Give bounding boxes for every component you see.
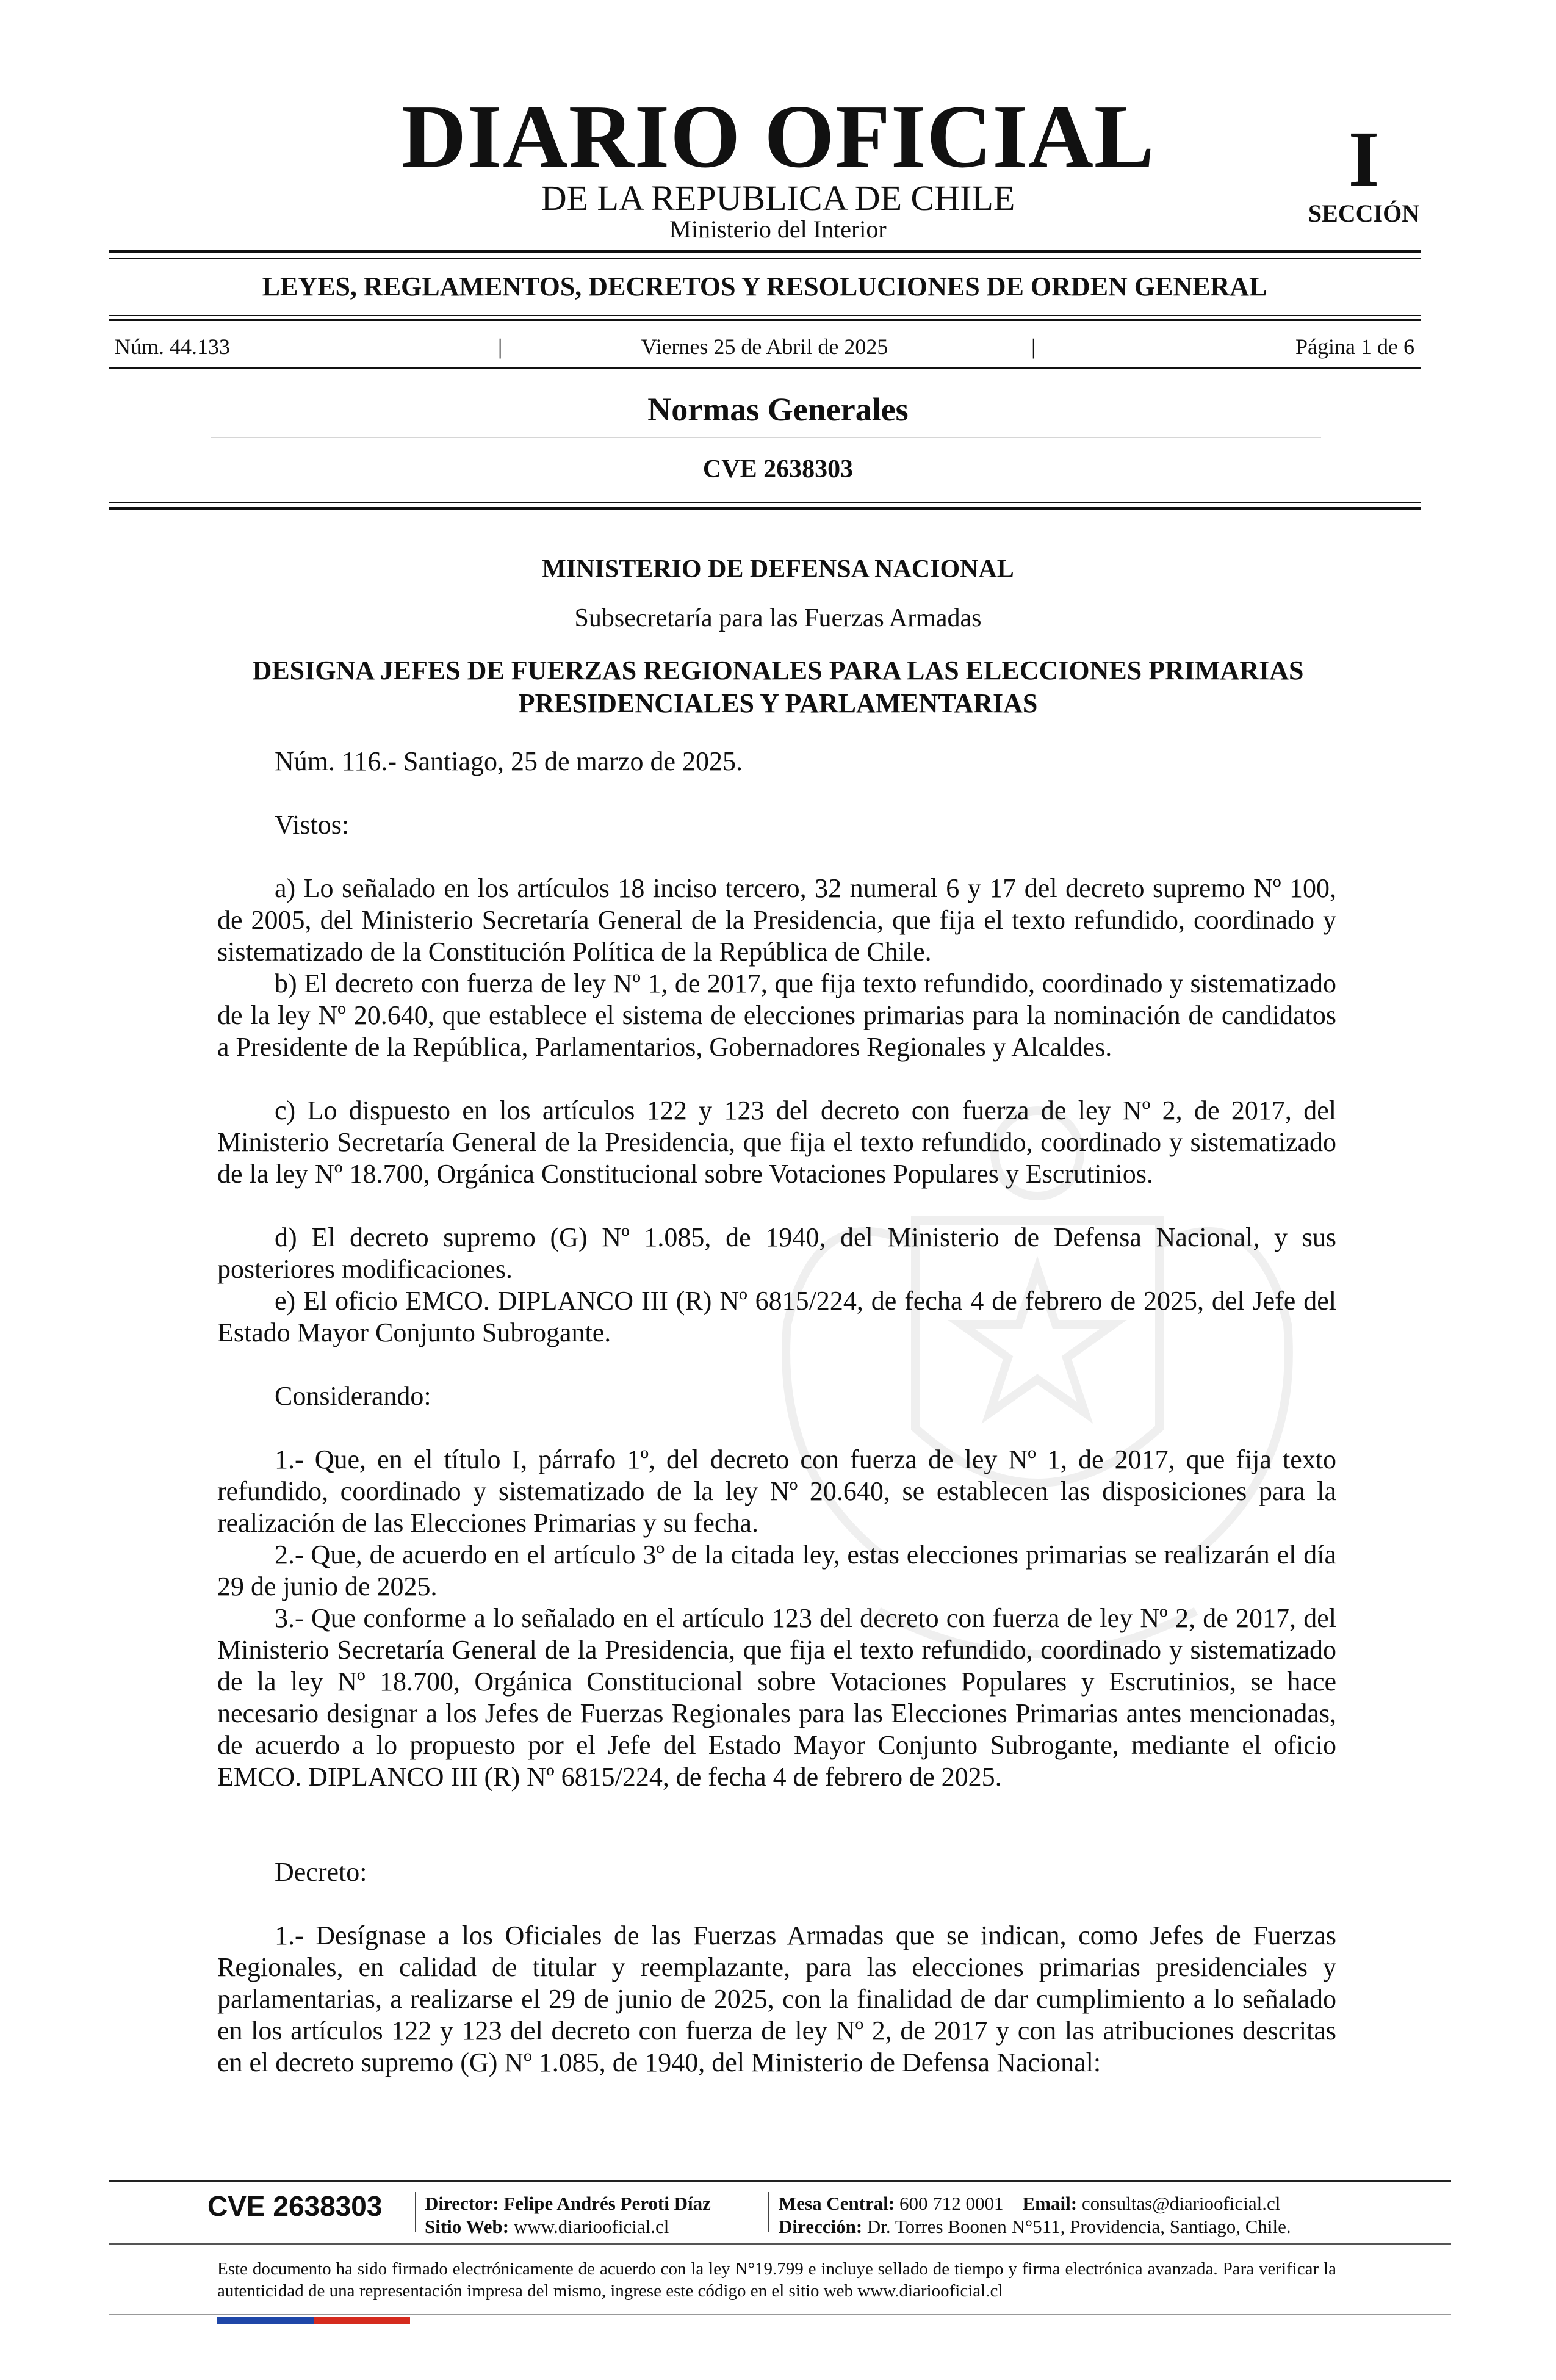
decreto-label: Decreto: xyxy=(275,1857,367,1887)
decree-number-line: Núm. 116.- Santiago, 25 de marzo de 2025. xyxy=(275,746,743,776)
vistos-item: a) Lo señalado en los artículos 18 inciso tercero, 32 numeral 6 y 17 del decreto supremo Nº 100, de 2005, del Ministerio Secretaría General de la Presidencia, que fija el texto refundido, coordinado y sistematizado de la Constitución Política de la República de Chile. xyxy=(217,873,1336,967)
band-rule-thick xyxy=(109,319,1421,321)
website-label: Sitio Web: xyxy=(425,2216,510,2237)
band-title: LEYES, REGLAMENTOS, DECRETOS Y RESOLUCIONES DE ORDEN GENERAL xyxy=(262,272,1267,301)
section-label: SECCIÓN xyxy=(1308,200,1420,227)
newspaper-subtitle: DE LA REPUBLICA DE CHILE xyxy=(541,178,1015,218)
norm-type-heading: Normas Generales xyxy=(647,391,909,428)
footer-contact-column xyxy=(779,2192,1291,2238)
masthead-rule-thin xyxy=(109,258,1421,259)
signature-notice: Este documento ha sido firmado electrónicamente de acuerdo con la ley N°19.799 e incluye sellado de tiempo y firma electrónica avanzada. Para verificar la autenticidad de una representación impresa del mismo, ingrese este código en el sitio web www.diariooficial.cl xyxy=(217,2259,1336,2301)
cve-code: CVE 2638303 xyxy=(702,455,854,483)
vistos-item: d) El decreto supremo (G) Nº 1.085, de 1940, del Ministerio de Defensa Nacional, y sus posteriores modificaciones. xyxy=(217,1222,1336,1284)
issuing-ministry: MINISTERIO DE DEFENSA NACIONAL xyxy=(542,555,1014,583)
issue-info-row xyxy=(109,334,1421,359)
footer-separator xyxy=(768,2192,769,2232)
address-label: Dirección: xyxy=(779,2216,863,2237)
phone-label: Mesa Central: xyxy=(779,2193,895,2214)
vistos-item: c) Lo dispuesto en los artículos 122 y 123 del decreto con fuerza de ley Nº 2, de 2017, del Ministerio Secretaría General de la Presidencia, que fija el texto refundido, coordinado y sistematizado de la ley Nº 18.700, Orgánica Constitucional sobre Votaciones Populares y Escrutinios. xyxy=(217,1095,1336,1189)
header-rule-thick xyxy=(109,507,1421,510)
footer-rule xyxy=(109,2180,1451,2182)
decree-title: DESIGNA JEFES DE FUERZAS REGIONALES PARA LAS ELECCIONES PRIMARIAS PRESIDENCIALES Y PARLAMENTARIAS xyxy=(252,655,1304,718)
issue-date: Viernes 25 de Abril de 2025 xyxy=(641,334,888,359)
director-name: Felipe Andrés Peroti Díaz xyxy=(503,2193,711,2214)
email-link[interactable]: consultas@diariooficial.cl xyxy=(1081,2193,1281,2214)
email-label: Email: xyxy=(1022,2193,1078,2214)
newspaper-title: DIARIO OFICIAL xyxy=(401,87,1155,187)
phone-number: 600 712 0001 xyxy=(899,2193,1004,2214)
vistos-item: e) El oficio EMCO. DIPLANCO III (R) Nº 6815/224, de fecha 4 de febrero de 2025, del Jefe del Estado Mayor Conjunto Subrogante. xyxy=(217,1286,1336,1347)
issue-separator: | xyxy=(498,334,503,359)
masthead-rule-thick xyxy=(109,250,1421,253)
flag-stripe-blue xyxy=(217,2317,314,2324)
address-text: Dr. Torres Boonen N°511, Providencia, Santiago, Chile. xyxy=(866,2216,1291,2237)
header-rule-thin xyxy=(109,502,1421,503)
issue-separator: | xyxy=(1031,334,1036,359)
considerando-item: 1.- Que, en el título I, párrafo 1º, del decreto con fuerza de ley Nº 1, de 2017, que fija texto refundido, coordinado y sistematizado de la ley Nº 20.640, se establecen las disposiciones para la realización de las Elecciones Primarias y su fecha. xyxy=(217,1444,1336,1538)
website-link[interactable]: www.diariooficial.cl xyxy=(513,2216,669,2237)
footer-director-column xyxy=(425,2192,711,2238)
considerando-label: Considerando: xyxy=(275,1381,431,1411)
norm-divider xyxy=(211,437,1321,438)
director-label: Director: xyxy=(425,2193,499,2214)
considerando-item: 2.- Que, de acuerdo en el artículo 3º de la citada ley, estas elecciones primarias se realizarán el día 29 de junio de 2025. xyxy=(217,1540,1336,1601)
flag-stripe-red xyxy=(314,2317,410,2324)
vistos-label: Vistos: xyxy=(275,810,350,840)
band-rule-thin xyxy=(109,315,1421,316)
newspaper-ministry: Ministerio del Interior xyxy=(669,215,887,243)
footer-bottom-rule xyxy=(109,2314,1451,2315)
considerando-item: 3.- Que conforme a lo señalado en el artículo 123 del decreto con fuerza de ley Nº 2, de 2017, del Ministerio Secretaría General de la Presidencia, que fija el texto refundido, coordinado y sistematizado de la ley Nº 18.700, Orgánica Constitucional sobre Votaciones Populares y Escrutinios, se hace necesario designar a los Jefes de Fuerzas Regionales para las Elecciones Primarias antes mencionadas, de acuerdo a lo propuesto por el Jefe del Estado Mayor Conjunto Subrogante, mediante el oficio EMCO. DIPLANCO III (R) Nº 6815/224, de fecha 4 de febrero de 2025. xyxy=(217,1603,1336,1792)
decreto-item: 1.- Desígnase a los Oficiales de las Fuerzas Armadas que se indican, como Jefes de Fuerzas Regionales, en calidad de titular y reemplazante, para las elecciones primarias presidenciales y parlamentarias, a realizarse el 29 de junio de 2025, con la finalidad de dar cumplimiento a lo señalado en los artículos 122 y 123 del decreto con fuerza de ley Nº 2, de 2017 y con las atribuciones descritas en el decreto supremo (G) Nº 1.085, de 1940, del Ministerio de Defensa Nacional: xyxy=(217,1920,1336,2077)
vistos-item: b) El decreto con fuerza de ley Nº 1, de 2017, que fija texto refundido, coordinado y sistematizado de la ley Nº 20.640, que establece el sistema de elecciones primarias para la nominación de candidatos a Presidente de la República, Parlamentarios, Gobernadores Regionales y Alcaldes. xyxy=(217,968,1336,1062)
section-number: I xyxy=(1348,115,1380,203)
issue-rule xyxy=(109,367,1421,369)
subsecretariat: Subsecretaría para las Fuerzas Armadas xyxy=(574,604,982,632)
footer-cve-code: CVE 2638303 xyxy=(207,2190,383,2222)
footer-rule-lower xyxy=(109,2243,1451,2245)
issue-number: Núm. 44.133 xyxy=(115,334,230,359)
footer-separator xyxy=(415,2192,416,2232)
page-indicator: Página 1 de 6 xyxy=(1295,334,1414,359)
